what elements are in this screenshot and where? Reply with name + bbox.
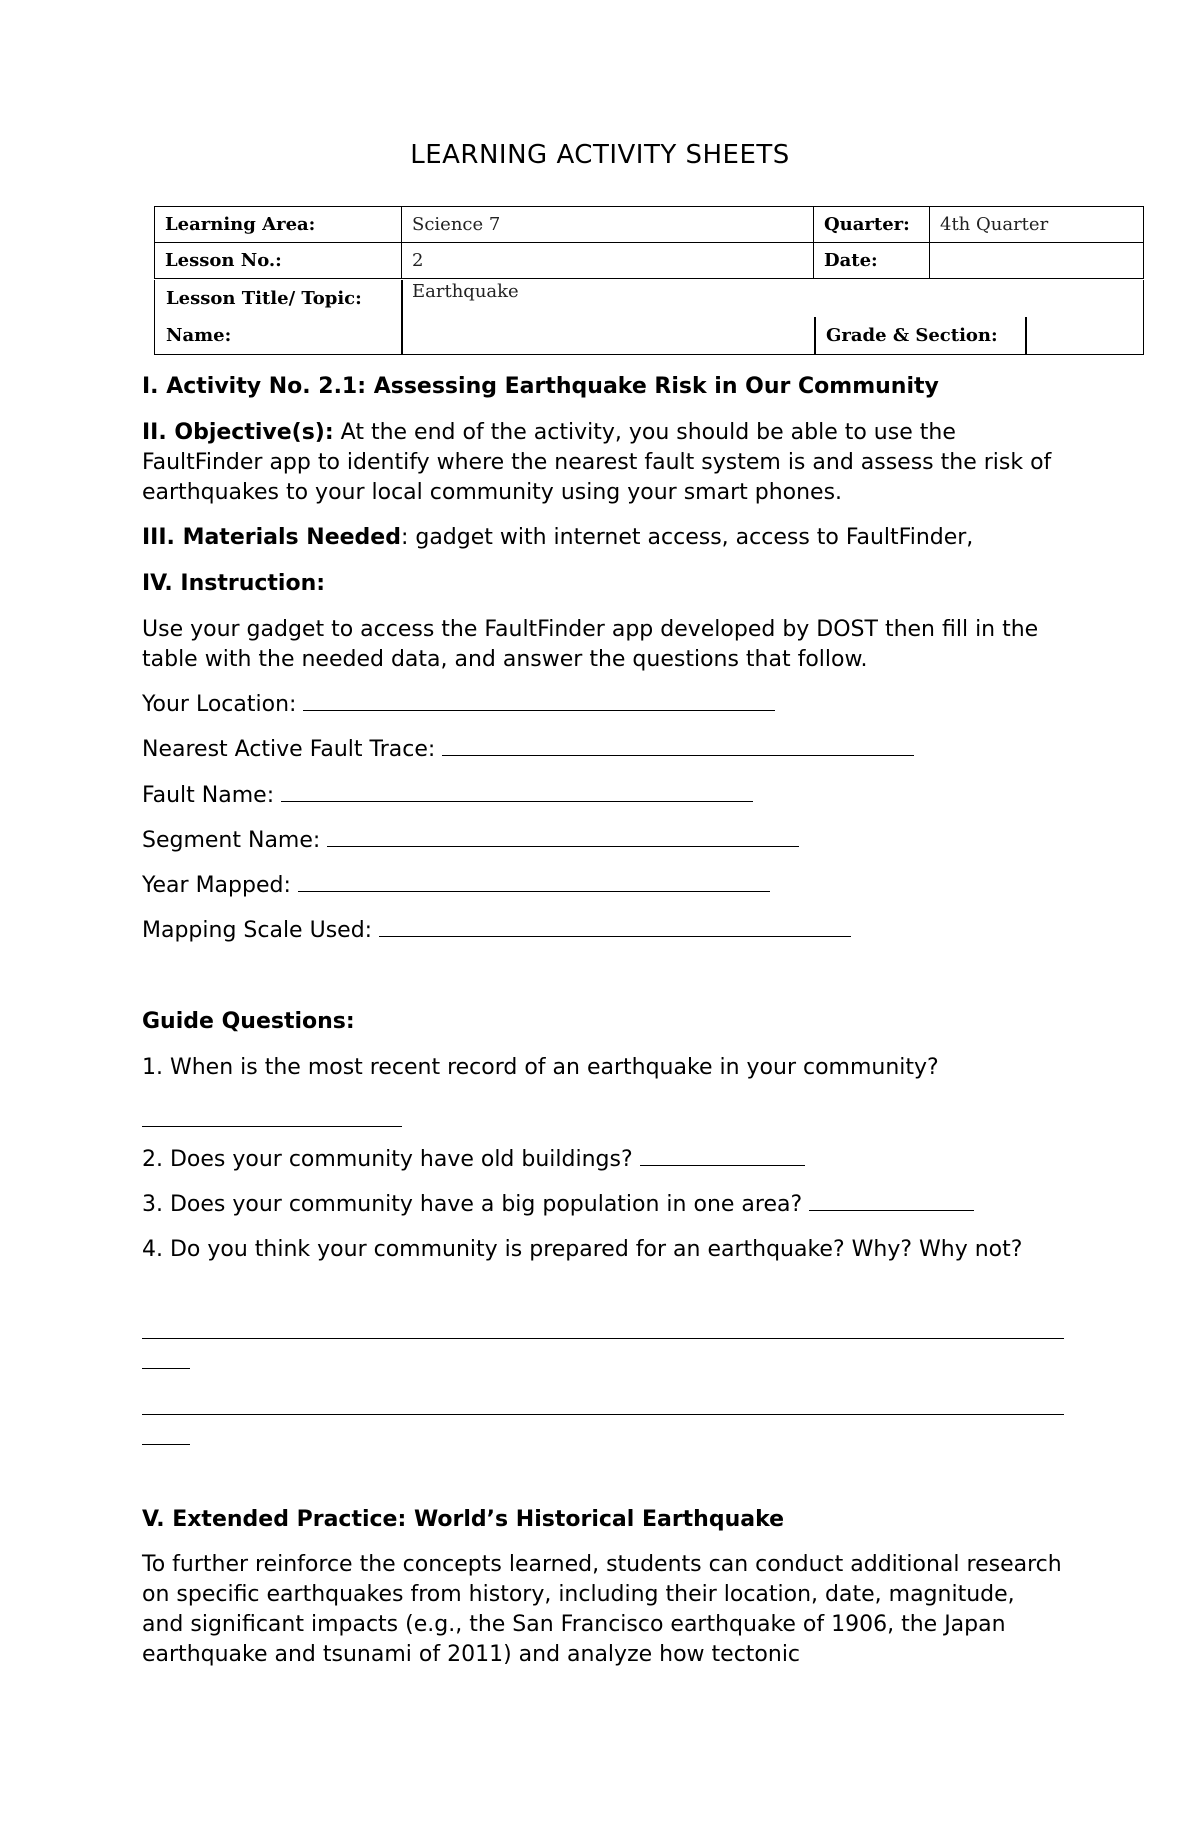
- field-label: Nearest Active Fault Trace:: [142, 737, 436, 762]
- date-label: Date:: [814, 243, 930, 279]
- lesson-no-value: 2: [402, 243, 814, 279]
- answer-line-1[interactable]: [142, 1126, 402, 1127]
- field-label: Your Location:: [142, 692, 297, 717]
- fault-name-line[interactable]: [281, 781, 753, 802]
- page-title: LEARNING ACTIVITY SHEETS: [410, 140, 790, 170]
- quarter-value: 4th Quarter: [930, 207, 1144, 243]
- mapping-scale-field: [142, 916, 1062, 946]
- table-divider: [401, 280, 403, 354]
- question-3: [142, 1190, 1062, 1220]
- answer-line-4d[interactable]: [142, 1444, 190, 1445]
- answer-line-2[interactable]: [640, 1145, 805, 1166]
- instruction-text: Use your gadget to access the FaultFinder app developed by DOST then fill in the table with the needed data, and answer the questions that follow.: [142, 617, 1039, 672]
- quarter-label: Quarter:: [814, 207, 930, 243]
- answer-line-4a[interactable]: [142, 1338, 1064, 1339]
- objective-paragraph: [142, 418, 1062, 508]
- answer-line-3[interactable]: [809, 1190, 974, 1211]
- materials-text: : gadget with internet access, access to FaultFinder,: [400, 525, 974, 550]
- nearest-fault-line[interactable]: [442, 735, 914, 756]
- extended-heading: V. Extended Practice: World’s Historical Earthquake: [142, 1507, 785, 1532]
- question-3-text: 3. Does your community have a big population in one area?: [142, 1192, 803, 1217]
- fault-name-field: [142, 781, 1062, 811]
- lesson-no-label: Lesson No.:: [155, 243, 402, 279]
- lesson-title-value: Earthquake: [412, 281, 519, 302]
- objective-text: At the end of the activity, you should be able to use the FaultFinder app to identify where the nearest fault system is and assess the risk of earthquakes to your local community using your smart phones.: [142, 420, 1052, 505]
- lesson-title-label: Lesson Title/ Topic:: [166, 288, 362, 309]
- materials-label: III. Materials Needed: [142, 525, 401, 550]
- learning-area-value: Science 7: [402, 207, 814, 243]
- question-4: 4. Do you think your community is prepared for an earthquake? Why? Why not?: [142, 1237, 1023, 1262]
- nearest-fault-field: [142, 735, 1062, 765]
- field-label: Fault Name:: [142, 783, 275, 808]
- objective-label: II. Objective(s):: [142, 420, 334, 445]
- year-mapped-line[interactable]: [298, 871, 770, 892]
- grade-section-label: Grade & Section:: [826, 325, 998, 346]
- date-field[interactable]: [930, 243, 1144, 279]
- question-2-text: 2. Does your community have old buildings?: [142, 1147, 633, 1172]
- table-divider: [814, 317, 816, 354]
- question-1: 1. When is the most recent record of an earthquake in your community?: [142, 1055, 939, 1080]
- field-label: Segment Name:: [142, 828, 321, 853]
- table-divider: [1025, 317, 1027, 354]
- your-location-field: [142, 690, 1062, 720]
- answer-line-4b[interactable]: [142, 1368, 190, 1369]
- extended-text: To further reinforce the concepts learned, students can conduct additional research on specific earthquakes from history, including their location, date, magnitude, and significant impacts (e.g., the San Francisco earthquake of 1906, the Japan earthquake and tsunami of 2011) and analyze how tectonic: [142, 1552, 1062, 1667]
- lesson-name-box: [154, 280, 1144, 355]
- field-label: Year Mapped:: [142, 873, 291, 898]
- name-label: Name:: [166, 325, 232, 346]
- mapping-scale-line[interactable]: [379, 916, 851, 937]
- year-mapped-field: [142, 871, 1062, 901]
- segment-name-line[interactable]: [327, 826, 799, 847]
- activity-heading: I. Activity No. 2.1: Assessing Earthquake Risk in Our Community: [142, 374, 939, 399]
- instruction-heading: IV. Instruction:: [142, 571, 326, 596]
- field-label: Mapping Scale Used:: [142, 918, 373, 943]
- question-2: [142, 1145, 1062, 1175]
- learning-area-label: Learning Area:: [155, 207, 402, 243]
- guide-heading: Guide Questions:: [142, 1009, 355, 1034]
- your-location-line[interactable]: [303, 690, 775, 711]
- materials-paragraph: [142, 523, 1062, 553]
- segment-name-field: [142, 826, 1062, 856]
- answer-line-4c[interactable]: [142, 1414, 1064, 1415]
- info-table: [154, 206, 1144, 279]
